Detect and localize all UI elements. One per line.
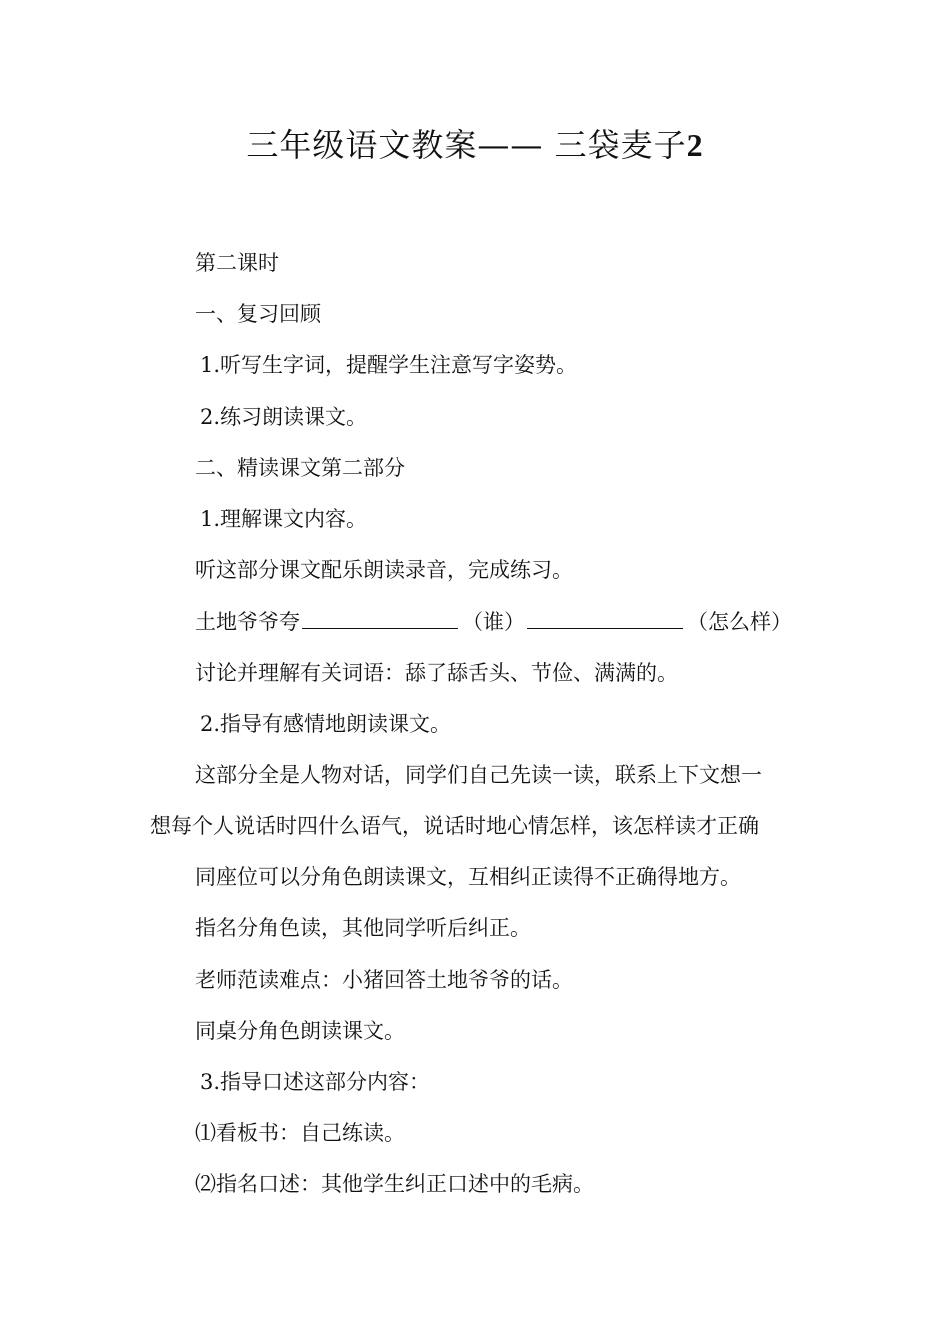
paragraph: ⑵指名口述：其他学生纠正口述中的毛病。 xyxy=(195,1172,594,1197)
title-number: 2 xyxy=(686,127,704,163)
list-item: 2.指导有感情地朗读课文。 xyxy=(200,711,452,736)
paragraph: 同桌分角色朗读课文。 xyxy=(195,1018,405,1043)
list-item: 3.指导口述这部分内容： xyxy=(200,1070,431,1094)
section-heading: 一、复习回顾 xyxy=(195,302,321,327)
paragraph: ⑴看板书：自己练读。 xyxy=(195,1121,405,1146)
paragraph: 老师范读难点：小猪回答土地爷爷的话。 xyxy=(195,967,573,992)
title-text: 三年级语文教案—— 三袋麦子 xyxy=(246,126,687,164)
answer-blank-who xyxy=(302,606,458,629)
document-title xyxy=(0,122,950,168)
paragraph-continuation: 想每个人说话时四什么语气，说话时地心情怎样，该怎样读才正确 xyxy=(150,814,759,839)
list-item: 2.练习朗读课文。 xyxy=(200,404,368,429)
paragraph: 听这部分课文配乐朗读录音，完成练习。 xyxy=(195,558,573,583)
fill-suffix: （怎么样） xyxy=(687,610,792,635)
fill-in-blank-line xyxy=(150,606,810,636)
paragraph: 同座位可以分角色朗读课文，互相纠正读得不正确得地方。 xyxy=(195,865,741,890)
section-heading: 二、精读课文第二部分 xyxy=(195,455,405,480)
fill-middle: （谁） xyxy=(462,610,525,635)
list-item: 1.听写生字词，提醒学生注意写字姿势。 xyxy=(200,353,578,378)
fill-prefix: 土地爷爷夸 xyxy=(195,610,300,635)
list-item: 1.理解课文内容。 xyxy=(200,506,368,531)
paragraph: 讨论并理解有关词语：舔了舔舌头、节俭、满满的。 xyxy=(195,660,678,685)
answer-blank-how xyxy=(527,606,683,629)
document-body xyxy=(150,248,810,1221)
paragraph: 这部分全是人物对话，同学们自己先读一读，联系上下文想一 xyxy=(195,762,762,787)
paragraph: 指名分角色读，其他同学听后纠正。 xyxy=(195,916,531,941)
paragraph: 第二课时 xyxy=(195,251,279,275)
